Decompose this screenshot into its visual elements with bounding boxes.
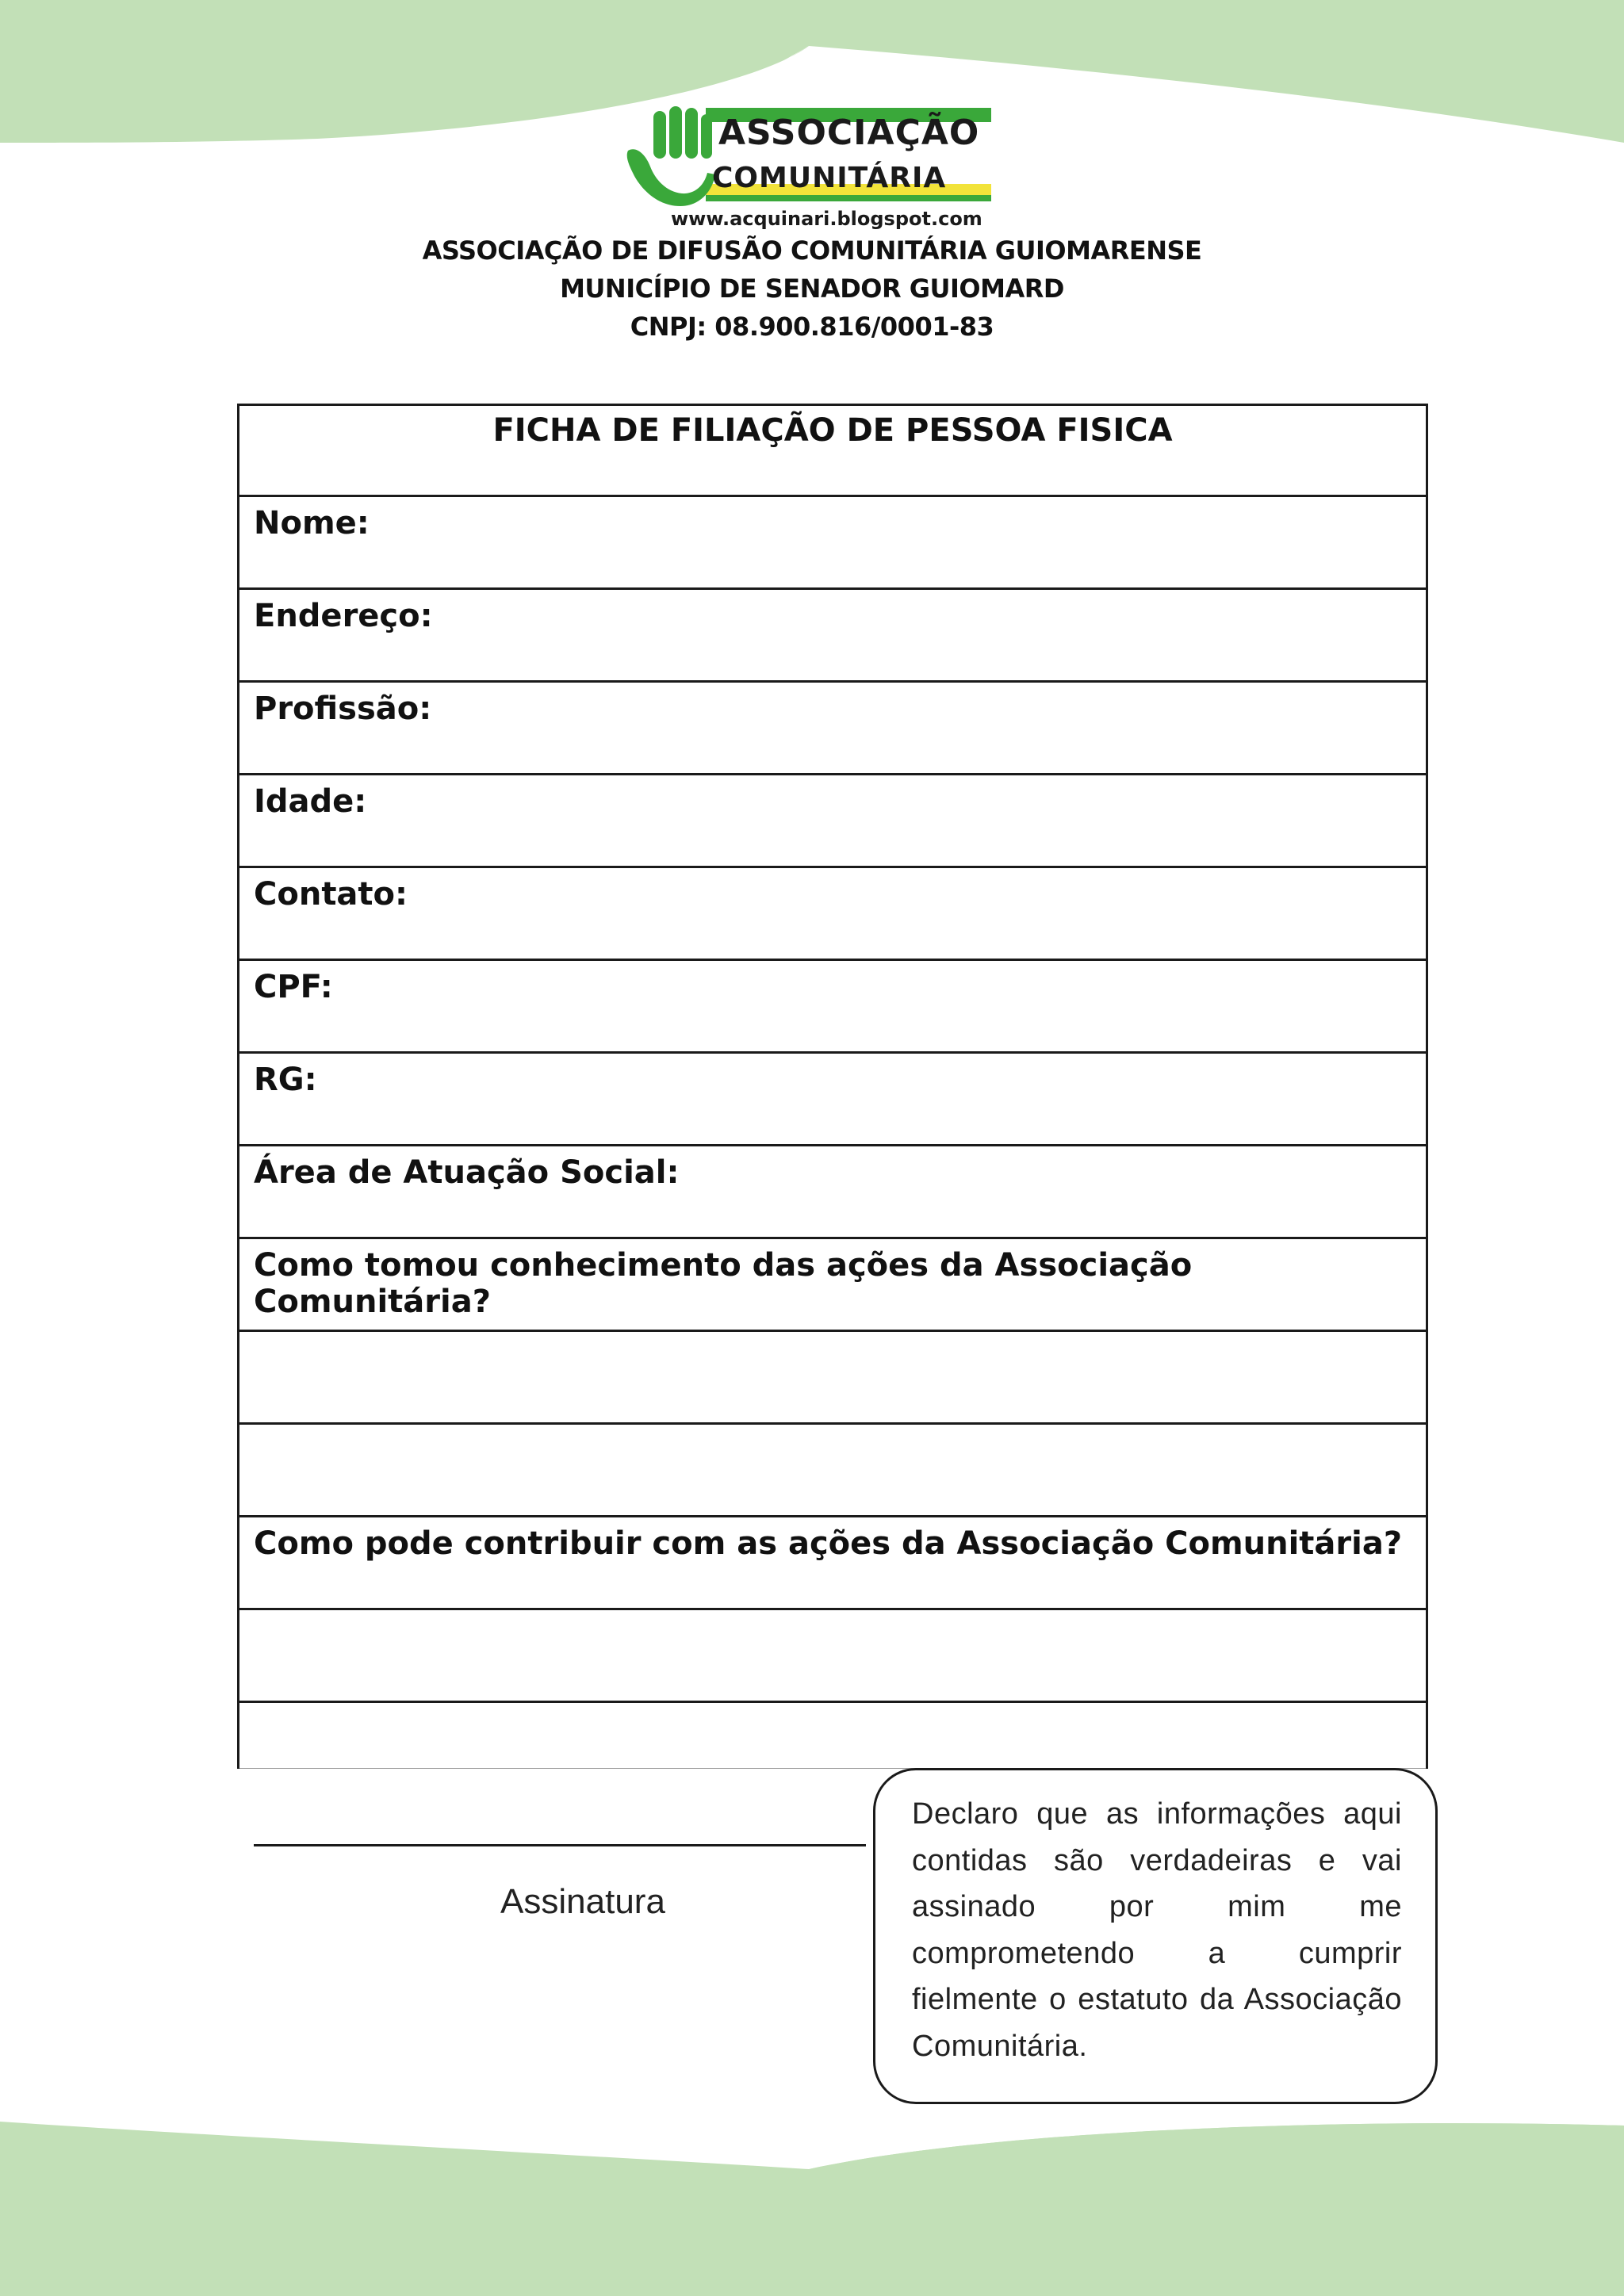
form-row-nome (239, 496, 1427, 589)
membership-form (237, 404, 1428, 1769)
declaration-box (873, 1768, 1438, 2104)
field-rg[interactable]: RG: (239, 1053, 1427, 1146)
form-title: FICHA DE FILIAÇÃO DE PESSOA FISICA (239, 405, 1427, 496)
municipality: MUNICÍPIO DE SENADOR GUIOMARD (560, 274, 1064, 304)
form-row-profissao (239, 682, 1427, 775)
organization-name: ASSOCIAÇÃO DE DIFUSÃO COMUNITÁRIA GUIOMARENSE (422, 235, 1202, 266)
cnpj: CNPJ: 08.900.816/0001-83 (630, 312, 994, 342)
answer-line[interactable] (239, 1609, 1427, 1702)
form-row-area (239, 1146, 1427, 1238)
form-row-cpf (239, 960, 1427, 1053)
answer-line[interactable] (239, 1424, 1427, 1517)
field-cpf[interactable]: CPF: (239, 960, 1427, 1053)
field-area-atuacao[interactable]: Área de Atuação Social: (239, 1146, 1427, 1238)
form-row-answer2a (239, 1609, 1427, 1702)
declaration-text: Declaro que as informações aqui contidas são verdadeiras e vai assinado por mim me comprometendo a cumprir fielmente o estatuto da Associação Comunitária. (912, 1797, 1402, 2063)
form-row-question1 (239, 1238, 1427, 1331)
logo-word-comunitaria: COMUNITÁRIA (712, 162, 947, 194)
organization-header (0, 232, 1624, 346)
answer-line[interactable] (239, 1702, 1427, 1769)
field-idade[interactable]: Idade: (239, 775, 1427, 867)
bottom-wave-decoration (0, 2106, 1624, 2296)
question-contribuicao: Como pode contribuir com as ações da Associação Comunitária? (239, 1517, 1427, 1609)
form-row-answer1a (239, 1331, 1427, 1424)
logo-url: www.acquinari.blogspot.com (671, 208, 982, 230)
field-endereco[interactable]: Endereço: (239, 589, 1427, 682)
field-contato[interactable]: Contato: (239, 867, 1427, 960)
field-profissao[interactable]: Profissão: (239, 682, 1427, 775)
form-row-answer1b (239, 1424, 1427, 1517)
form-row-answer2b (239, 1702, 1427, 1769)
form-row-idade (239, 775, 1427, 867)
organization-logo (619, 101, 999, 228)
form-title-row (239, 405, 1427, 496)
field-nome[interactable]: Nome: (239, 496, 1427, 589)
signature-label: Assinatura (500, 1882, 665, 1921)
form-row-endereco (239, 589, 1427, 682)
logo-word-associacao: ASSOCIAÇÃO (718, 113, 980, 153)
form-row-rg (239, 1053, 1427, 1146)
form-row-question2 (239, 1517, 1427, 1609)
signature-line[interactable] (254, 1844, 866, 1846)
form-row-contato (239, 867, 1427, 960)
answer-line[interactable] (239, 1331, 1427, 1424)
question-conhecimento: Como tomou conhecimento das ações da Associação Comunitária? (239, 1238, 1427, 1331)
